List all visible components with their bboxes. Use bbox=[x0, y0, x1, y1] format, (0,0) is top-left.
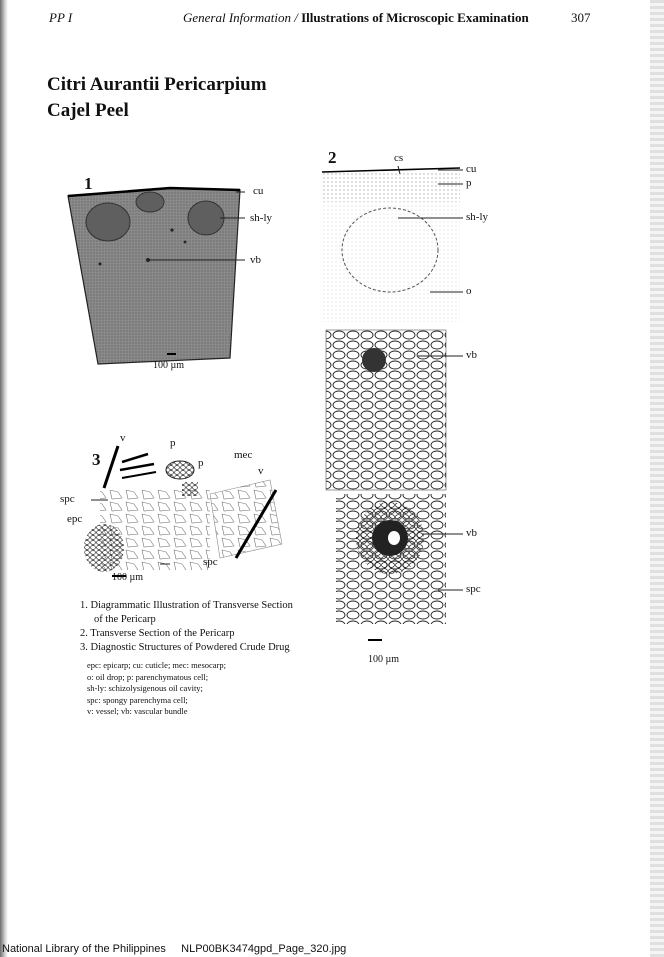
abbreviation-line: sh-ly: schizolysigenous oil cavity; bbox=[87, 683, 203, 693]
figure2-label-vb-upper: vb bbox=[466, 349, 477, 361]
figure2-label-spc: spc bbox=[466, 583, 481, 595]
abbreviation-legend bbox=[87, 660, 226, 718]
page-title: Citri Aurantii Pericarpium bbox=[47, 74, 267, 95]
figure2-number: 2 bbox=[328, 148, 337, 167]
scan-right-edge bbox=[650, 0, 664, 957]
figure2-label-p: p bbox=[466, 177, 472, 189]
scan-footer: National Library of the Philippines NLP00BK3474gpd_Page_320.jpg bbox=[2, 943, 347, 955]
figure1-scale-bar bbox=[167, 353, 176, 355]
figure1-label-vb: vb bbox=[250, 254, 261, 266]
caption-line: 3. Diagnostic Structures of Powdered Crude Drug bbox=[80, 642, 290, 653]
figure1-number: 1 bbox=[84, 174, 93, 193]
figure2-label-o: o bbox=[466, 285, 472, 297]
header-topic: Illustrations of Microscopic Examination bbox=[301, 10, 529, 25]
running-header bbox=[183, 10, 529, 26]
caption-list bbox=[80, 599, 293, 655]
figure3-label-v-left: v bbox=[120, 432, 126, 444]
figure2-label-vb-lower: vb bbox=[466, 527, 477, 539]
figure3-label-mec: mec bbox=[234, 449, 253, 461]
figure3-label-p-upper: p bbox=[170, 437, 176, 449]
abbreviation-line: epc: epicarp; cu: cuticle; mec: mesocarp; bbox=[87, 660, 227, 670]
figure3-scale-label: 100 µm bbox=[112, 572, 144, 583]
figure2-label-shly: sh-ly bbox=[466, 211, 488, 223]
figure2-scale-label: 100 µm bbox=[368, 654, 400, 665]
page-subtitle: Cajel Peel bbox=[47, 100, 129, 121]
header-section: General Information / bbox=[183, 10, 298, 25]
figure2-diagram bbox=[318, 160, 463, 655]
figure3-label-epc: epc bbox=[67, 513, 83, 525]
abbreviation-line: spc: spongy parenchyma cell; bbox=[87, 694, 188, 705]
header-left: PP I bbox=[49, 10, 73, 25]
abbreviation-line: o: oil drop; p: parenchymatous cell; bbox=[87, 671, 209, 682]
figure3-diagram bbox=[60, 440, 290, 580]
abbreviation-line: v: vessel; vb: vascular bundle bbox=[87, 706, 188, 716]
caption-line: of the Pericarp bbox=[94, 614, 156, 625]
figure3-label-spc-right: spc bbox=[203, 556, 218, 568]
figure3-label-p-lower: p bbox=[198, 457, 204, 469]
figure2-label-cu: cu bbox=[466, 163, 477, 175]
figure1-scale-label: 100 µm bbox=[153, 360, 185, 371]
caption-line: 2. Transverse Section of the Pericarp bbox=[80, 628, 235, 639]
figure2-label-cs: cs bbox=[394, 152, 404, 164]
figure1-diagram bbox=[60, 180, 245, 370]
caption-line: 1. Diagrammatic Illustration of Transverse Section bbox=[80, 600, 293, 611]
figure3-number: 3 bbox=[92, 450, 101, 469]
figure1-label-cu: cu bbox=[253, 185, 264, 197]
figure3-label-spc-left: spc bbox=[60, 493, 75, 505]
scan-left-edge bbox=[0, 0, 8, 957]
figure1-label-shly: sh-ly bbox=[250, 212, 272, 224]
figure3-label-v-right: v bbox=[258, 465, 264, 477]
page-number: 307 bbox=[571, 10, 591, 25]
